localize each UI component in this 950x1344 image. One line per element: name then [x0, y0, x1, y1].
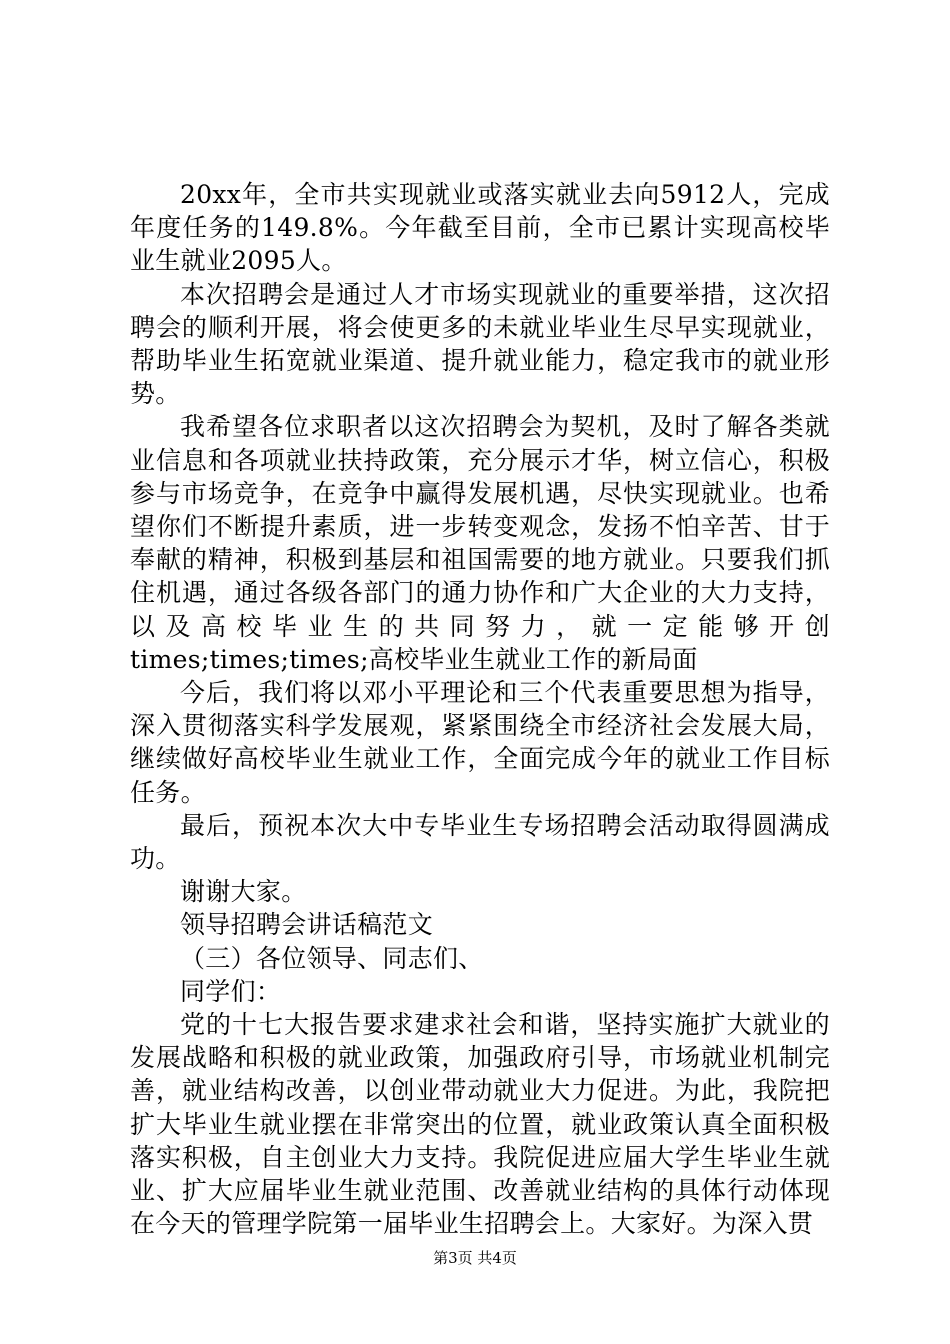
- paragraph-future-work: 今后，我们将以邓小平理论和三个代表重要思想为指导，深入贯彻落实科学发展观，紧紧围绕全市经济社会发展大局，继续做好高校毕业生就业工作，全面完成今年的就业工作目标任务。: [130, 678, 830, 807]
- greeting-line: （三）各位领导、同志们、: [180, 943, 484, 973]
- paragraph-job-fair-significance: 本次招聘会是通过人才市场实现就业的重要举措，这次招聘会的顺利开展，将会使更多的未就业毕业生尽早实现就业，帮助毕业生拓宽就业渠道、提升就业能力，稳定我市的就业形势。: [130, 279, 830, 409]
- paragraph-wishes: 最后，预祝本次大中专毕业生专场招聘会活动取得圆满成功。: [130, 810, 830, 874]
- paragraph-thanks: 谢谢大家。: [180, 877, 307, 907]
- paragraph-hopes-for-job-seekers: 我希望各位求职者以这次招聘会为契机，及时了解各类就业信息和各项就业扶持政策，充分展示才华，树立信心，积极参与市场竞争，在竞争中赢得发展机遇，尽快实现就业。也希望你们不断提升素质，进一步转变观念，发扬不怕辛苦、甘于奉献的精神，积极到基层和祖国需要的地方就业。只要我们抓住机遇，通过各级各部门的通力协作和广大企业的大力支持，以及高校毕业生的共同努力，就一定能够开创: [130, 412, 830, 641]
- page-footer: 第3页 共4页: [433, 1249, 517, 1267]
- greeting-students: 同学们：: [180, 976, 282, 1006]
- paragraph-new-situation: times;times;times;高校毕业生就业工作的新局面: [130, 644, 698, 674]
- paragraph-party-report: 党的十七大报告要求建求社会和谐，坚持实施扩大就业的发展战略和积极的就业政策，加强政府引导，市场就业机制完善，就业结构改善，以创业带动就业大力促进。为此，我院把扩大毕业生就业摆在非常突出的位置，就业政策认真全面积极落实积极，自主创业大力支持。我院促进应届大学生毕业生就业、扩大应届毕业生就业范围、改善就业结构的具体行动体现在今天的管理学院第一届毕业生招聘会上。大家好。为深入贯: [130, 1010, 830, 1239]
- document-body: [130, 178, 830, 1241]
- paragraph-employment-stats: 20xx年，全市共实现就业或落实就业去向5912人，完成年度任务的149.8%。今年截至目前，全市已累计实现高校毕业生就业2095人。: [130, 180, 830, 276]
- section-title: 领导招聘会讲话稿范文: [180, 910, 434, 940]
